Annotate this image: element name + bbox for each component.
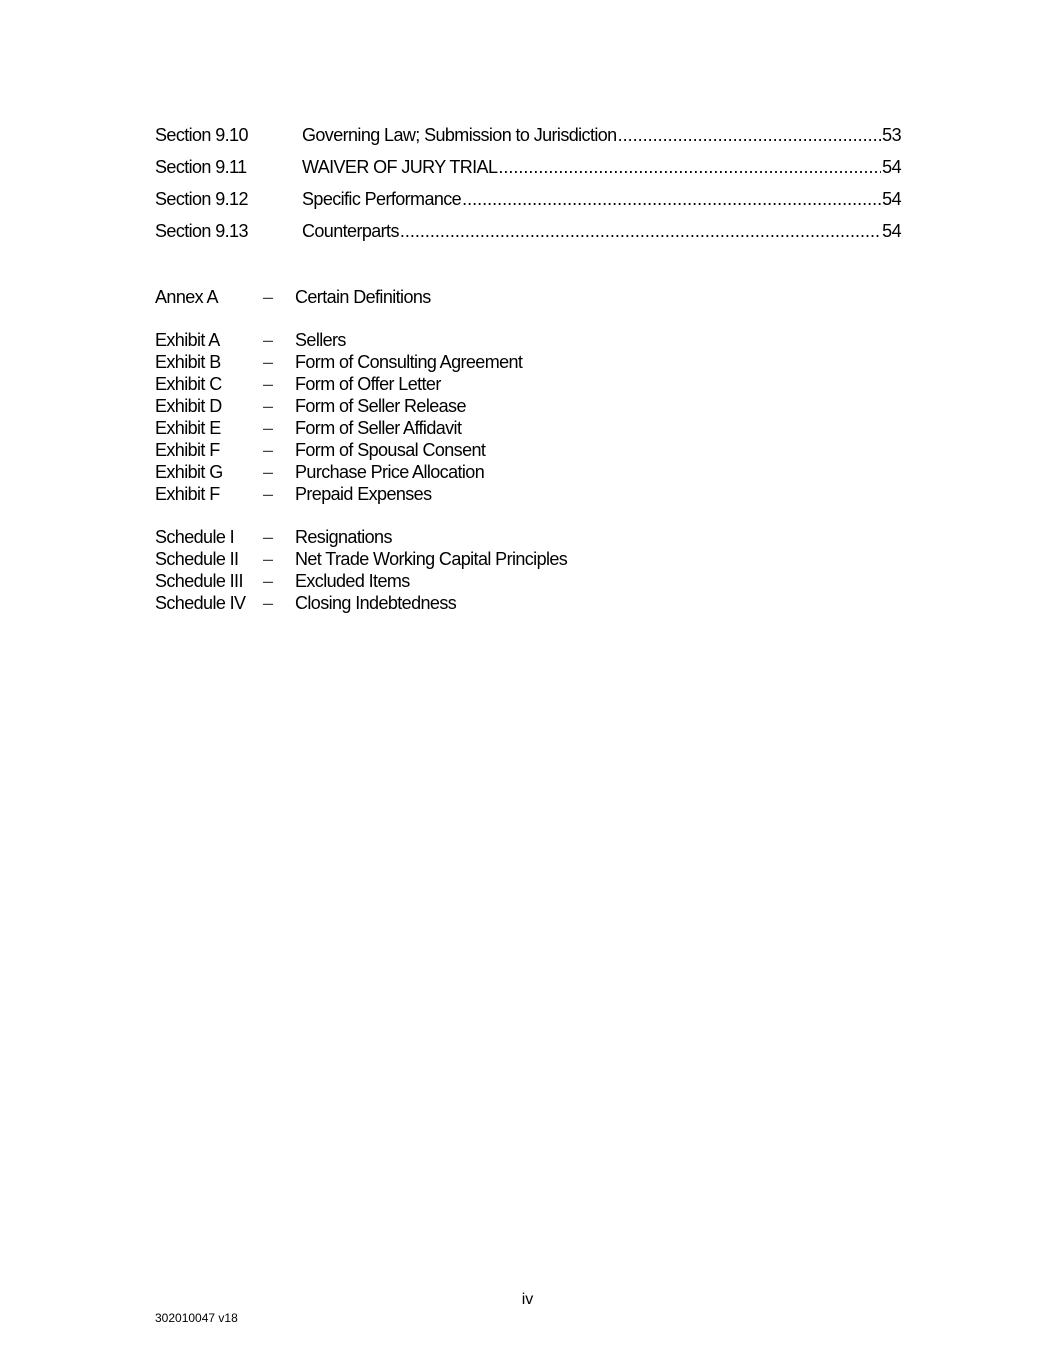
schedule-label: Schedule II <box>155 549 239 569</box>
separator-dash: – <box>263 571 273 591</box>
separator-dash: – <box>263 549 273 569</box>
toc-entry-section-9-11[interactable] <box>155 155 901 179</box>
exhibit-description: Sellers <box>295 330 346 350</box>
toc-entry-title: Specific Performance <box>302 189 462 209</box>
toc-page-number: 54 <box>882 157 901 177</box>
exhibit-label: Exhibit G <box>155 462 223 482</box>
exhibit-description: Form of Seller Affidavit <box>295 418 462 438</box>
separator-dash: – <box>263 527 273 547</box>
separator-dash: – <box>263 593 273 613</box>
schedule-label: Schedule III <box>155 571 243 591</box>
toc-entry-title: Counterparts <box>302 221 399 241</box>
toc-entry-title: WAIVER OF JURY TRIAL <box>302 157 498 177</box>
annex-label: Annex A <box>155 287 218 307</box>
schedule-label: Schedule I <box>155 527 235 547</box>
separator-dash: – <box>263 352 273 372</box>
exhibit-description: Purchase Price Allocation <box>295 462 485 482</box>
toc-entry-title: Governing Law; Submission to Jurisdiction <box>302 125 617 145</box>
toc-dot-leader <box>400 219 881 243</box>
schedule-description: Net Trade Working Capital Principles <box>295 549 568 569</box>
exhibit-label: Exhibit F <box>155 484 220 504</box>
separator-dash: – <box>263 330 273 350</box>
toc-section-number: Section 9.11 <box>155 157 247 177</box>
exhibit-label: Exhibit F <box>155 440 220 460</box>
exhibit-label: Exhibit A <box>155 330 220 350</box>
toc-section-number: Section 9.10 <box>155 125 248 145</box>
exhibit-label: Exhibit E <box>155 418 221 438</box>
annex-description: Certain Definitions <box>295 287 431 307</box>
toc-page-number: 53 <box>882 125 901 145</box>
toc-page-number: 54 <box>882 189 901 209</box>
schedule-label: Schedule IV <box>155 593 246 613</box>
schedule-description: Resignations <box>295 527 392 547</box>
separator-dash: – <box>263 287 273 307</box>
separator-dash: – <box>263 418 273 438</box>
schedule-description: Excluded Items <box>295 571 410 591</box>
toc-dot-leader <box>618 123 882 147</box>
separator-dash: – <box>263 374 273 394</box>
exhibit-description: Form of Offer Letter <box>295 374 441 394</box>
toc-section-number: Section 9.13 <box>155 221 248 241</box>
document-id: 302010047 v18 <box>155 1311 238 1325</box>
separator-dash: – <box>263 462 273 482</box>
separator-dash: – <box>263 440 273 460</box>
toc-entry-section-9-12[interactable] <box>155 187 901 211</box>
toc-dot-leader <box>498 155 881 179</box>
schedule-description: Closing Indebtedness <box>295 593 457 613</box>
exhibit-description: Form of Consulting Agreement <box>295 352 523 372</box>
page-number: iv <box>521 1291 534 1308</box>
toc-dot-leader <box>462 187 881 211</box>
exhibit-description: Form of Spousal Consent <box>295 440 486 460</box>
exhibit-label: Exhibit C <box>155 374 222 394</box>
exhibit-label: Exhibit B <box>155 352 221 372</box>
exhibit-description: Prepaid Expenses <box>295 484 432 504</box>
exhibit-label: Exhibit D <box>155 396 222 416</box>
exhibit-description: Form of Seller Release <box>295 396 466 416</box>
toc-entry-section-9-10[interactable] <box>155 123 901 147</box>
toc-section-number: Section 9.12 <box>155 189 248 209</box>
separator-dash: – <box>263 396 273 416</box>
separator-dash: – <box>263 484 273 504</box>
toc-page-number: 54 <box>882 221 901 241</box>
toc-entry-section-9-13[interactable] <box>155 219 901 243</box>
